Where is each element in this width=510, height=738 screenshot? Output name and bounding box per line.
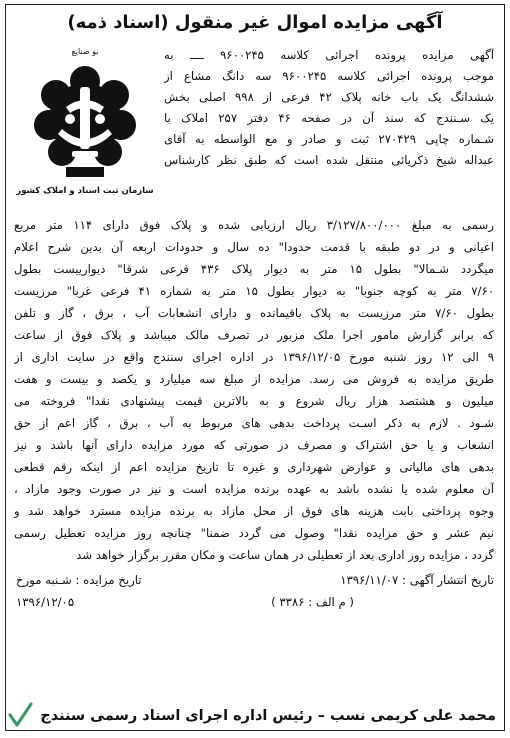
body-line: ۷/۶۰ متر به کوچه جنوبا" به دیوار بطول ۱۵ متر به شماره ۴۱ فرعی غربا" مرزیست bbox=[14, 284, 494, 298]
body-line: موجب پرونده اجرائی کلاسه ۹۶۰۰۲۴۵ سه دانگ مشاع از bbox=[164, 69, 494, 83]
registry-emblem-icon bbox=[16, 49, 154, 184]
body-line: اعیانی و در دو طبقه با قدمت حدودا" ده سال و حدودات اربعه آن بدین شرح اعلام bbox=[14, 240, 494, 254]
body-line: رسمی به مبلغ ۳/۱۲۷/۸۰۰/۰۰۰ ریال ارزیابی شده و پلاک فوق دارای ۱۱۴ متر مربع bbox=[14, 218, 494, 232]
body-line: ۹ الی ۱۲ روز شنبه مورخ ۱۳۹۶/۱۲/۰۵ در اداره اجرای سنندج واقع در سایت اداری از bbox=[14, 350, 494, 364]
body-line: نیم عشر و حق مزایده نقدا" وصول می گردد ضمنا" چنانچه روز مزایده تعطیل رسمی bbox=[14, 526, 494, 540]
body-line: بدهی های مالیاتی و عوارض شهرداری و غیره تا تاریخ مزایده اعم از اینکه رقم قطعی bbox=[14, 460, 494, 474]
body-line: گردد ، مزایده روز اداری بعد از تعطیلی در همان ساعت و مکان مقرر برگزار خواهد شد bbox=[76, 548, 494, 562]
body-line: آگهی مزایده پرونده اجرائی کلاسه ۹۶۰۰۲۴۵ ــــ به bbox=[164, 48, 494, 62]
body-line: عبداله شیخ ذکریائی منتقل شده است که طبق نظر کارشناس bbox=[164, 153, 494, 167]
body-line: ششدانگ یک باب خانه پلاک ۴۲ فرعی از ۹۹۸ اصلی بخش bbox=[164, 90, 494, 104]
body-line: شـود . لازم به ذکر اسـت پرداخت بدهی های مربوط به آب ، برق ، گاز اعم از حق bbox=[14, 416, 494, 430]
auction-date: ۱۳۹۶/۱۲/۰۵ bbox=[16, 595, 75, 609]
body-line: میگردد شـمالا" بطول ۱۵ متر به دیوار پلاک ۴۳۶ فرعی شرقا" دیوارییست بطول bbox=[14, 262, 494, 276]
registry-logo bbox=[16, 49, 154, 204]
body-line: وجوه پرداختی بابت هزینه های فوق از محل مازاد به برنده مزایده مسترد خواهد شد و bbox=[14, 504, 494, 518]
organization-name: سازمان ثبت اسناد و املاک کشور bbox=[16, 186, 154, 196]
notice-title: آگهی مزایده اموال غیر منقول (اسناد ذمه) bbox=[67, 12, 443, 33]
body-line: آن معلوم شده یا نشده باشد به عهده برنده مزایده است و نیز در صورت وجود مازاد ، bbox=[14, 482, 494, 496]
reference-number: ( م الف : ۳۳۸۶ ) bbox=[271, 595, 354, 609]
body-line: طریق مزایده به فروش می رسد. مزایده از مبلغ سه میلیارد و یکصد و بیست و هفت bbox=[14, 372, 494, 386]
body-line: انشعاب و یا حق اشتراک و مصرف در صورتی که مورد مزایده دارای آنها باشد و نیز bbox=[14, 438, 494, 452]
body-line: یک سـنندج که سند آن در صفحه ۴۶ دفتر ۲۵۷ املاک با bbox=[164, 111, 494, 125]
auction-date-label: تاریخ مزایده : شـنبه مورخ bbox=[16, 573, 142, 587]
logo-caption: بو صنایع bbox=[71, 47, 99, 56]
body-line: بطول ۷/۶۰ متر مرزیست به پلاک باقیمانده و دارای انشعابات آب ، برق ، گاز و تلفن bbox=[14, 306, 494, 320]
body-line: که برابر گزارش مامور اجرا ملک مزبور در تصرف مالک میباشد و پلاک فوق از ساعت bbox=[14, 328, 494, 342]
pen-checkmark-icon bbox=[7, 701, 33, 731]
body-line: میلیون و هشتصد هزار ریال شروع و به بالاترین قیمت پیشنهادی نقدا" فروخته می bbox=[14, 394, 494, 408]
publish-date: تاریخ انتشار آگهی : ۱۳۹۶/۱۱/۰۷ bbox=[340, 573, 494, 587]
body-line: شـماره چاپی ۲۷۰۴۲۹ ثبت و صادر و مع الواسطه به آقای bbox=[164, 132, 494, 146]
notice-frame bbox=[5, 4, 505, 731]
signature-line: محمد علی کریمی نسب – رئیس اداره اجرای اسناد رسمی سنندج bbox=[40, 708, 496, 724]
